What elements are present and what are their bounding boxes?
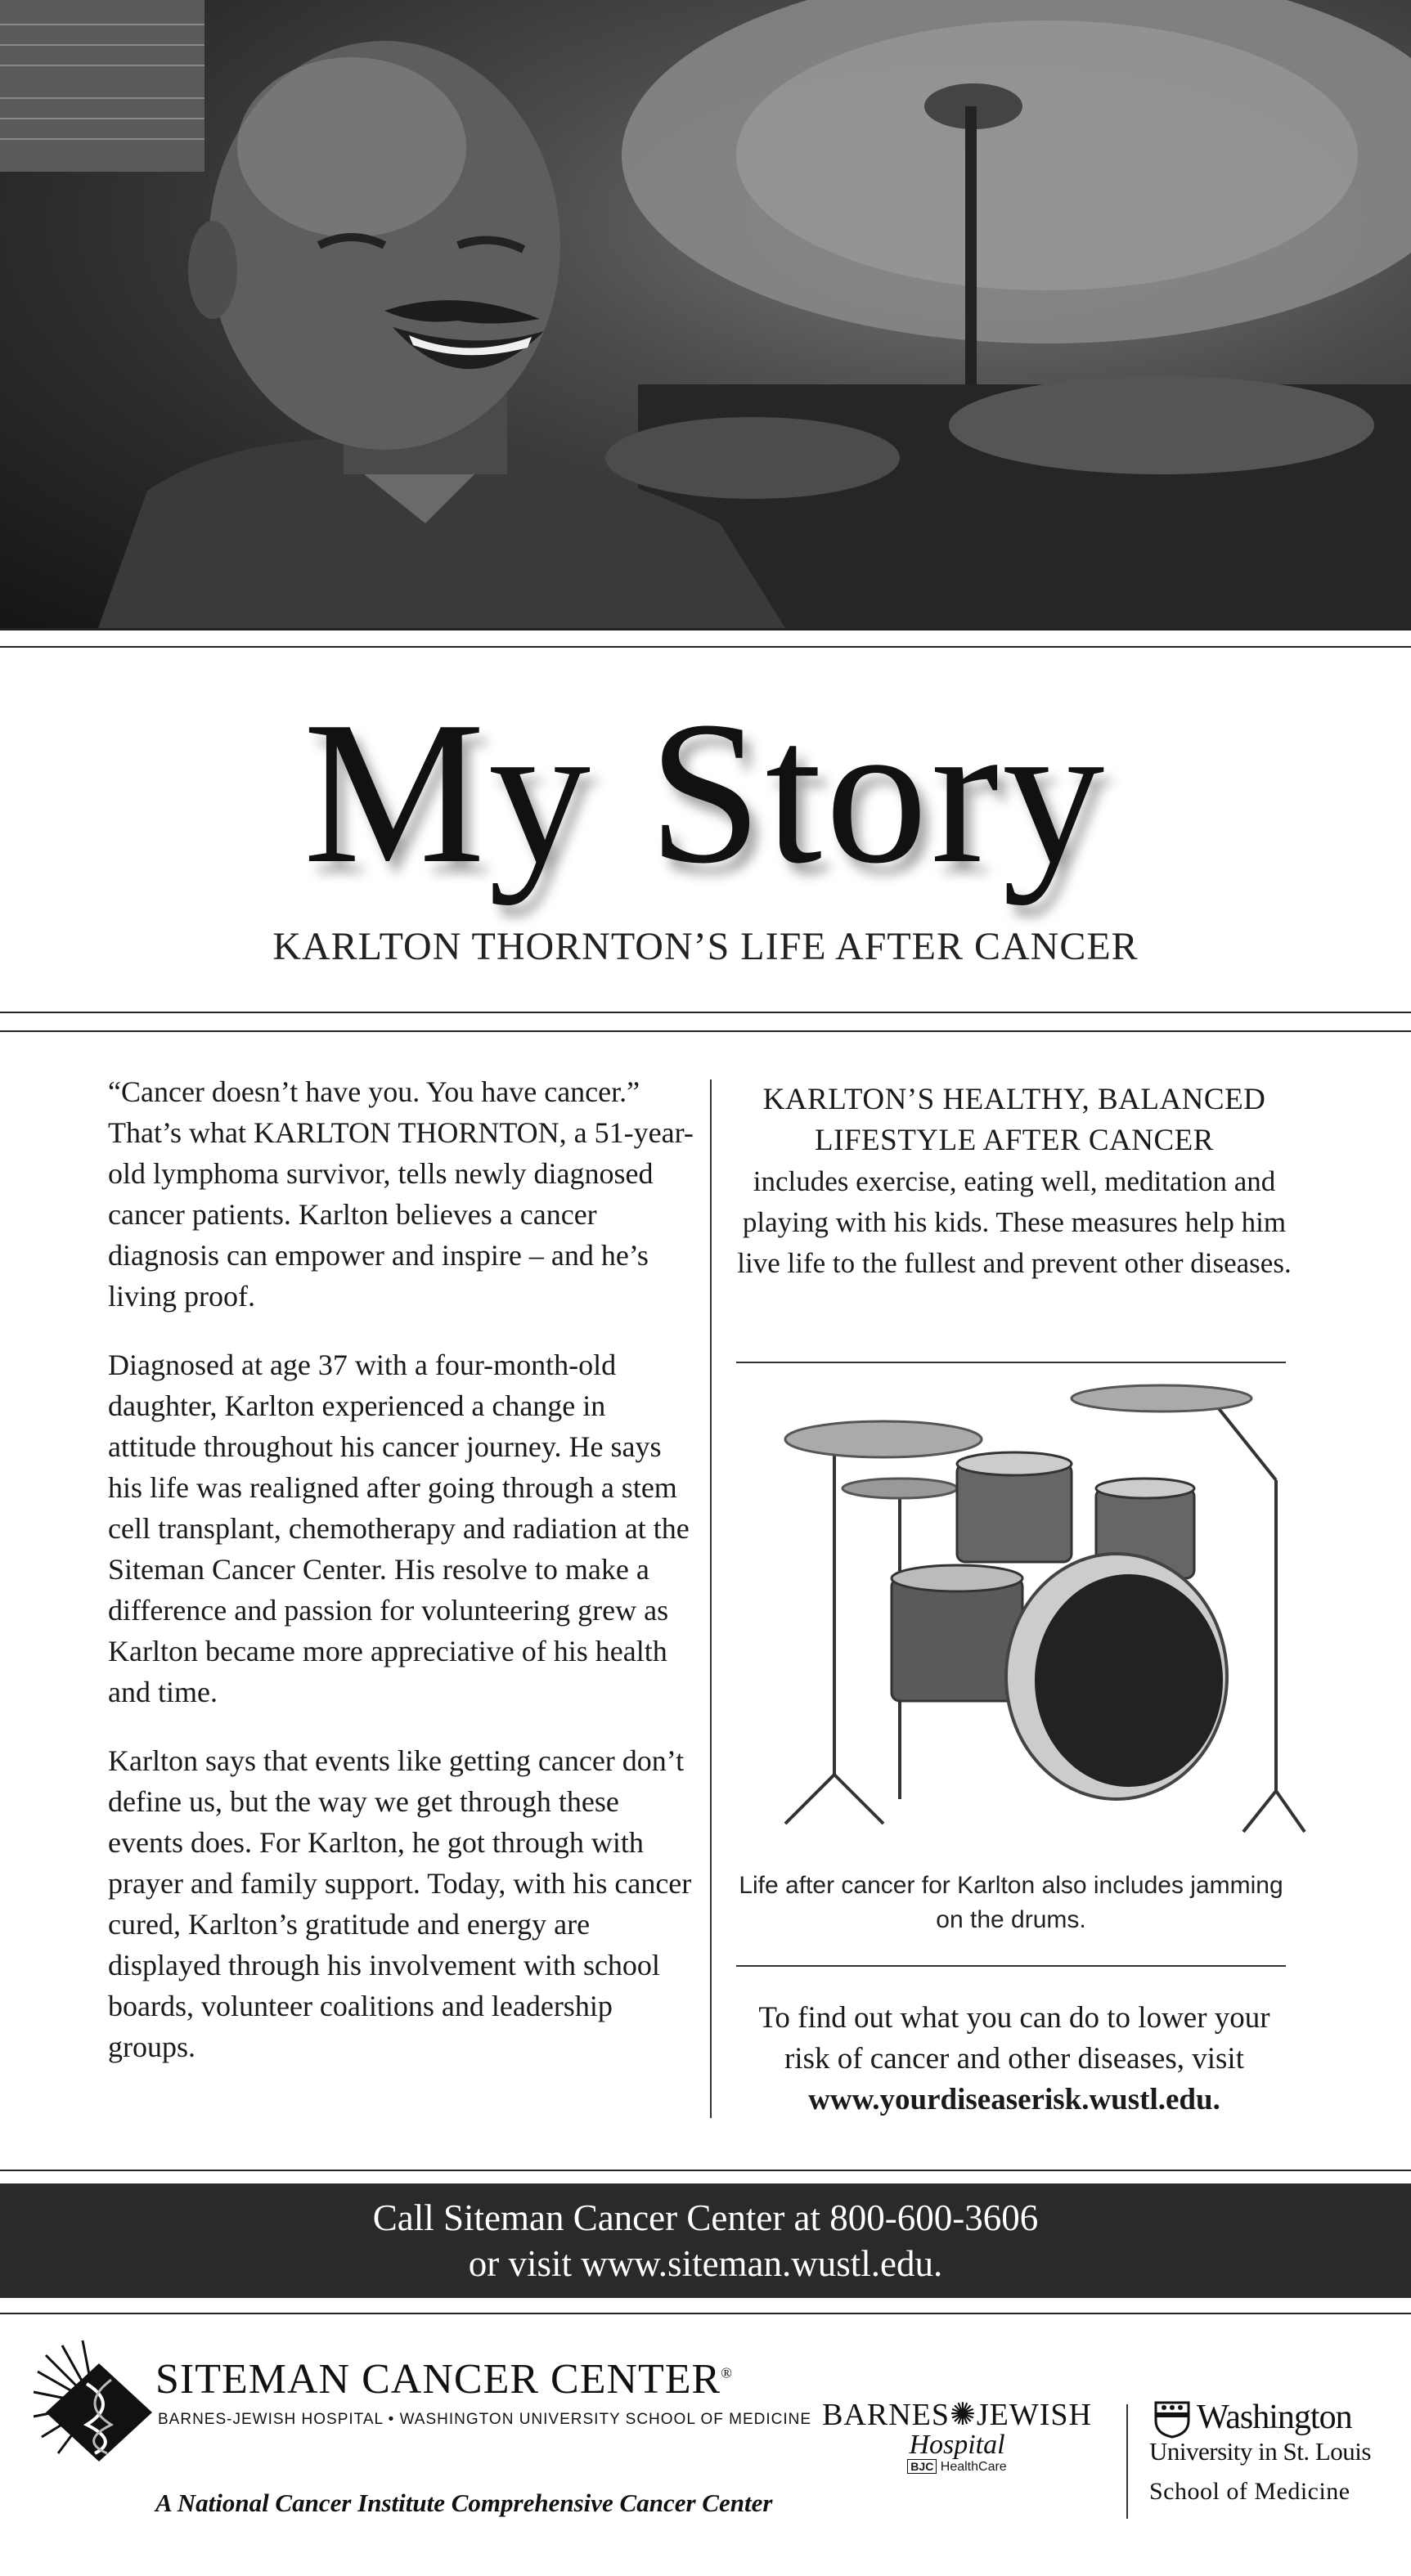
footer [0, 2314, 1411, 2576]
ride-cymbal [1072, 1385, 1251, 1411]
sheet-music [0, 0, 204, 172]
title-block [0, 646, 1411, 1006]
risk-visit-block [736, 1998, 1292, 2120]
siteman-affiliations: BARNES-JEWISH HOSPITAL • WASHINGTON UNIVERSITY SCHOOL OF MEDICINE [158, 2411, 812, 2428]
sidebar-text: includes exercise, eating well, meditation and playing with his kids. These measures help him live life to the fullest and prevent other diseases. [737, 1165, 1292, 1279]
banner-phone-line: Call Siteman Cancer Center at 800-600-3606 [372, 2197, 1039, 2238]
drum-kit-image [753, 1382, 1309, 1840]
visit-text: To find out what you can do to lower your risk of cancer and other diseases, visit [758, 2001, 1270, 2076]
wu-shield-icon [1153, 2399, 1192, 2439]
bjc-badge: BJC [907, 2459, 937, 2474]
top-rule [0, 628, 1411, 631]
disease-risk-link[interactable]: www.yourdiseaserisk.wustl.edu. [808, 2083, 1220, 2116]
sidebar-rule-bottom [736, 1965, 1286, 1967]
wu-name: Washington [1197, 2399, 1352, 2436]
page-title: My Story [303, 680, 1108, 906]
story-paragraph: “Cancer doesn’t have you. You have cancer.” That’s what KARLTON THORNTON, a 51-year-old lymphoma survivor, tells newly diagnosed cancer patients. Karlton believes a cancer diagnosis can empower and inspire – and he’s living proof. [108, 1075, 694, 1313]
floor-tom [892, 1578, 1022, 1701]
washington-university-logo [1149, 2398, 1395, 2506]
title-bottom-rule [0, 1012, 1411, 1013]
sidebar-rule-top [736, 1362, 1286, 1363]
column-divider [710, 1079, 712, 2118]
banner-web-line: or visit www.siteman.wustl.edu. [468, 2243, 943, 2284]
tom-drum [957, 1464, 1072, 1562]
siteman-name: SITEMAN CANCER CENTER® [155, 2356, 733, 2403]
story-column [108, 1071, 697, 2095]
siteman-tagline: A National Cancer Institute Comprehensive Cancer Center [155, 2488, 773, 2517]
bjh-name: BARNES✺JEWISH [822, 2398, 1092, 2432]
wu-school: School of Medicine [1149, 2478, 1350, 2505]
barnes-jewish-logo [810, 2396, 1104, 2475]
story-paragraph: Diagnosed at age 37 with a four-month-old daughter, Karlton experienced a change in attitude throughout his cancer journey. He says his life was realigned after going through a stem cell transplant, chemotherapy and radiation at the Siteman Cancer Center. His resolve to make a difference and passion for volunteering grew as Karlton became more appreciative of his health and time. [108, 1349, 690, 1708]
body-top-rule [0, 1030, 1411, 1032]
drum-caption: Life after cancer for Karlton also includes jamming on the drums. [739, 1872, 1283, 1933]
wu-location: University in St. Louis [1149, 2437, 1371, 2466]
bjh-healthcare: BJC HealthCare [810, 2459, 1104, 2475]
page-subtitle: KARLTON THORNTON’S LIFE AFTER CANCER [272, 925, 1139, 968]
footer-divider [1126, 2404, 1128, 2519]
hero-illustration [0, 0, 1411, 628]
story-paragraph: Karlton says that events like getting cancer don’t define us, but the way we get through these events does. For Karlton, he got through with prayer and family support. Today, with his cancer cured, Karlton’s gratitude and energy are displayed through his involvement with school boards, volunteer coalitions and leadership groups. [108, 1744, 692, 2063]
call-banner [0, 2183, 1411, 2298]
banner-top-rule [0, 2170, 1411, 2171]
lifestyle-sidebar [736, 1079, 1292, 1284]
crash-cymbal [785, 1421, 982, 1457]
bjh-hospital: Hospital [909, 2430, 1005, 2460]
hero-photo [0, 0, 1411, 628]
hi-hat [843, 1479, 957, 1498]
siteman-logo-icon [29, 2339, 169, 2462]
sidebar-heading: KARLTON’S HEALTHY, BALANCED LIFESTYLE AFTER CANCER [762, 1083, 1266, 1157]
